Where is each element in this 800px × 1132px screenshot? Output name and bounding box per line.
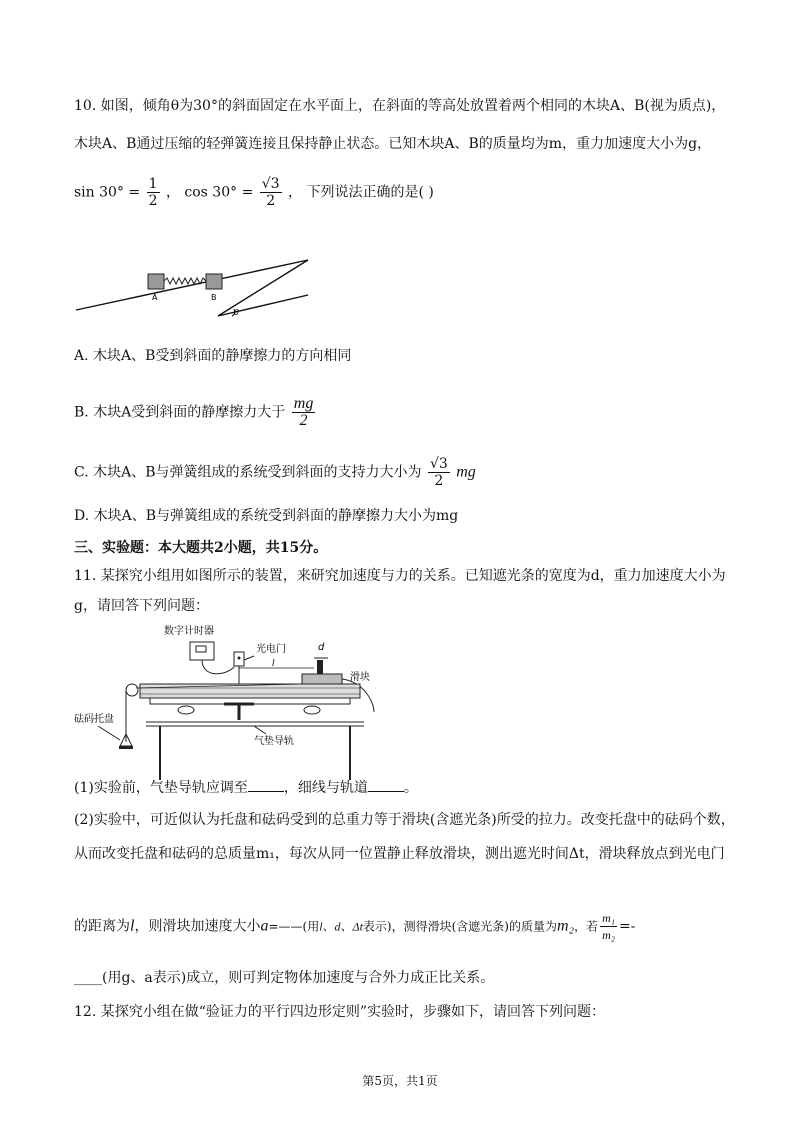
slider	[302, 674, 342, 684]
shade-strip	[317, 660, 323, 674]
block-b-label: B	[211, 293, 217, 302]
timer-label: 数字计时器	[164, 626, 214, 637]
q11-line2: g，请回答下列问题：	[74, 598, 209, 614]
q10-line2: 木块A、B通过压缩的轻弹簧连接且保持静止状态。已知木块A、B的质量均为m，重力加速度大小为g，	[74, 136, 712, 152]
rail-label: 气垫导轨	[254, 736, 294, 747]
option-c: C. 木块A、B与弹簧组成的系统受到斜面的支持力大小为 $\frac{√3}{2}$ mg	[74, 456, 476, 489]
l-label: l	[272, 659, 275, 669]
q11-part2-line2: 从而改变托盘和砝码的总质量m₁，每次从同一位置静止释放滑块，测出遮光时间Δt，滑块释放点到光电门	[74, 846, 725, 862]
blank-2[interactable]	[368, 779, 404, 792]
q10-line3	[74, 176, 740, 209]
q10-line1: 10. 如图，倾角θ为30°的斜面固定在水平面上，在斜面的等高处放置着两个相同的木块A、B(视为质点)，	[74, 98, 726, 114]
incline-figure	[74, 248, 324, 330]
q11-part2-line4: ____(用g、a表示)成立，则可判定物体加速度与合外力成正比关系。	[74, 970, 495, 986]
mass-ratio-fraction: $\frac{\text{m₁}}{\text{m₂}}$	[602, 911, 615, 942]
option-b-fraction: $\frac{mg}{2}$	[293, 395, 314, 429]
air-track	[140, 684, 360, 698]
air-track-figure	[74, 622, 384, 780]
option-d: D. 木块A、B与弹簧组成的系统受到斜面的静摩擦力大小为mg	[74, 508, 459, 524]
q10-tail: ， 下列说法正确的是( )	[288, 184, 434, 201]
pulley	[126, 684, 138, 696]
q11-part2-line3: 的距离为l，则滑块加速度大小a=——(用l、d、Δt表示)，测得滑块(含遮光条)的质量为m₂，若 $\frac{\text{m₁}}{\text{m₂}}$ =-	[74, 911, 636, 942]
option-a: A. 木块A、B受到斜面的静摩擦力的方向相同	[74, 348, 352, 364]
section-3-header: 三、实验题：本大题共2小题，共15分。	[74, 540, 328, 556]
block-a	[148, 274, 164, 302]
tray-label: 砝码托盘	[74, 714, 114, 725]
sin-label: sin 30° =	[74, 184, 141, 201]
gate-label: 光电门	[256, 644, 286, 655]
page-footer: 第5页，共1页	[362, 1074, 438, 1088]
block-b	[206, 274, 222, 302]
spring	[164, 278, 206, 284]
digital-timer	[190, 642, 214, 660]
option-c-fraction: $\frac{√3}{2}$	[429, 456, 448, 489]
blank-1[interactable]	[248, 779, 284, 792]
q11-part1: (1)实验前，气垫导轨应调至 ，细线与轨道 。	[74, 780, 418, 796]
q12-line1: 12. 某探究小组在做“验证力的平行四边形定则”实验时，步骤如下，请回答下列问题：	[74, 1004, 606, 1020]
slider-label: 滑块	[350, 672, 370, 683]
sin-fraction: $\frac{1}{2}$	[148, 176, 158, 209]
block-a-label: A	[152, 293, 158, 302]
q11-line1: 11. 某探究小组用如图所示的装置，来研究加速度与力的关系。已知遮光条的宽度为d，重力加速度大小为	[74, 568, 726, 584]
option-b: B. 木块A受到斜面的静摩擦力大于 $\frac{mg}{2}$	[74, 395, 314, 429]
d-label: d	[318, 642, 325, 653]
theta-label: θ	[234, 308, 239, 317]
cos-fraction: $\frac{√3}{2}$	[261, 176, 280, 209]
cos-label: ， cos 30° =	[165, 184, 254, 201]
q11-part2-line1: (2)实验中，可近似认为托盘和砝码受到的总重力等于滑块(含遮光条)所受的拉力。改变托盘中的砝码个数，	[74, 812, 735, 828]
